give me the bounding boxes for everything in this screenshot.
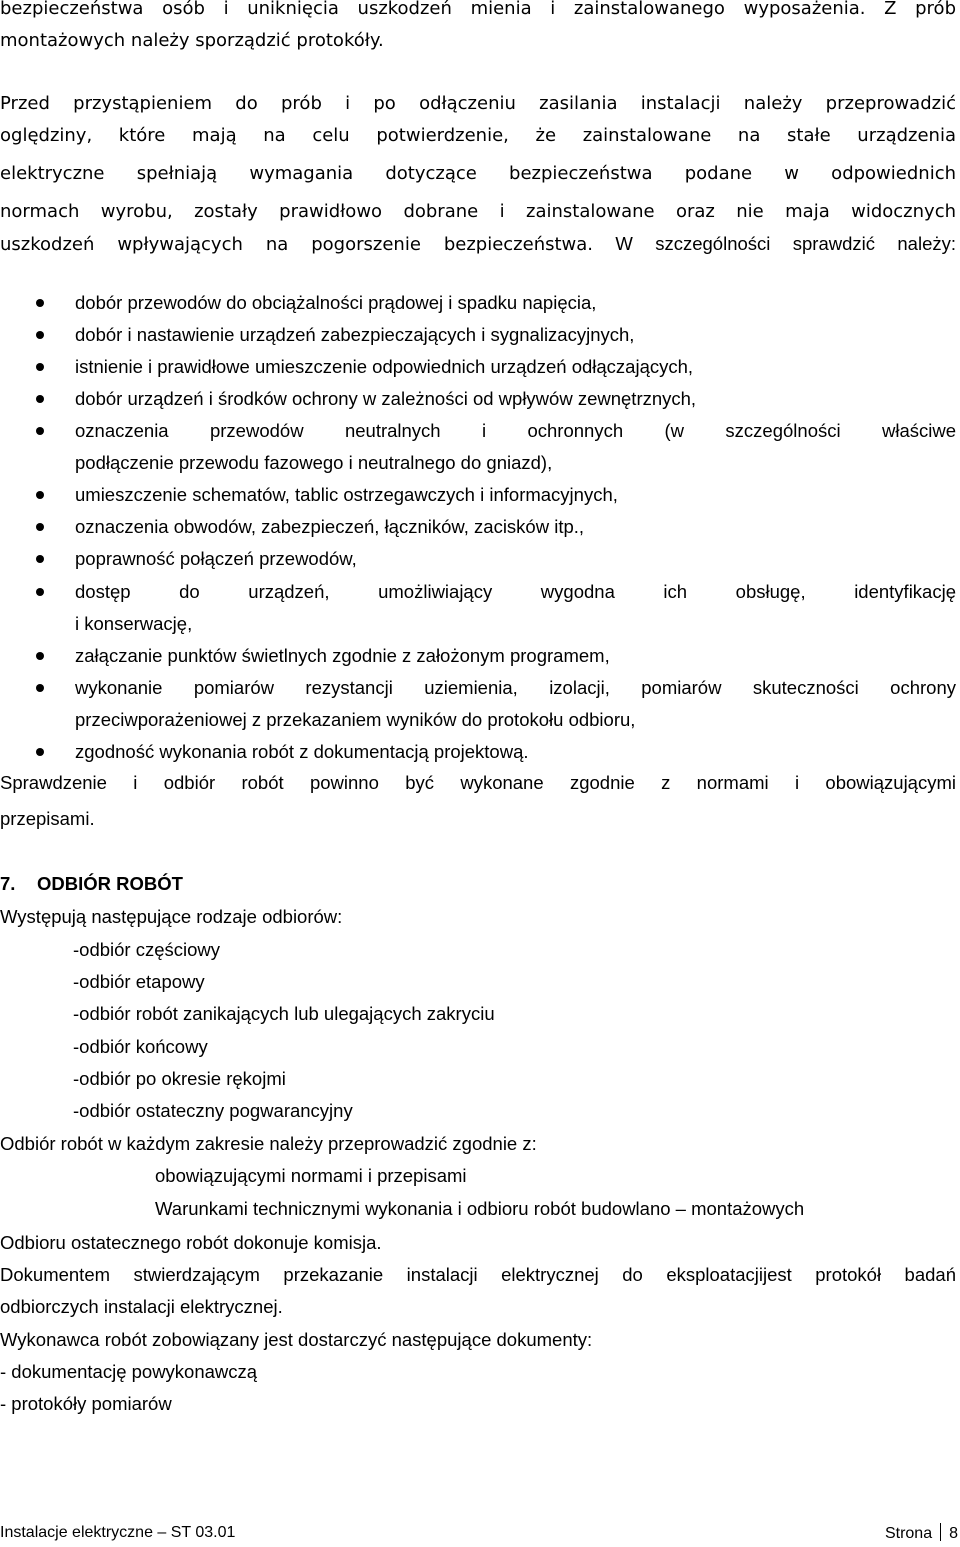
checklist-item: dobór i nastawienie urządzeń zabezpieczających i sygnalizacyjnych, <box>75 324 635 345</box>
paragraph-line-start: uszkodzeń wpływających na pogorszenie bezpieczeństwa. <box>0 234 594 255</box>
footer-page-number: 8 <box>949 1525 958 1542</box>
checklist-item: umieszczenie schematów, tablic ostrzegawczych i informacyjnych, <box>75 484 618 505</box>
paragraph-line: Przed przystąpieniem do prób i po odłączeniu zasilania instalacji należy przeprowadzić <box>0 93 956 114</box>
paragraph-line-end: W szczególności sprawdzić należy: <box>593 233 956 254</box>
section-heading <box>0 871 183 897</box>
checklist-item: dobór przewodów do obciążalności prądowej i spadku napięcia, <box>75 292 597 313</box>
paragraph-line: Sprawdzenie i odbiór robót powinno być wykonane zgodnie z normami i obowiązującymi <box>0 772 956 793</box>
section-number: 7. <box>0 873 16 894</box>
compliance-intro: Odbiór robót w każdym zakresie należy przeprowadzić zgodnie z: <box>0 1133 537 1154</box>
checklist-item: dostęp do urządzeń, umożliwiający wygodna ich obsługę, identyfikację <box>75 581 956 602</box>
checklist-item: istnienie i prawidłowe umieszczenie odpowiednich urządzeń odłączających, <box>75 356 694 377</box>
footer-title: Instalacje elektryczne – ST 03.01 <box>0 1524 236 1541</box>
receipt-type-item: -odbiór robót zanikających lub ulegających zakryciu <box>73 1003 495 1024</box>
bullet-icon <box>36 331 44 339</box>
checklist-item: zgodność wykonania robót z dokumentacją projektową. <box>75 741 529 762</box>
compliance-item: Warunkami technicznymi wykonania i odbioru robót budowlano – montażowych <box>155 1198 805 1219</box>
checklist-item-continuation: przeciwporażeniowej z przekazaniem wyników do protokołu odbioru, <box>75 709 636 730</box>
bullet-icon <box>36 363 44 371</box>
bullet-icon <box>36 427 44 435</box>
bullet-icon <box>36 523 44 531</box>
paragraph-line: przepisami. <box>0 808 95 829</box>
checklist-item-continuation: i konserwację, <box>75 613 193 634</box>
document-list-item: - protokóły pomiarów <box>0 1393 172 1414</box>
checklist-item: dobór urządzeń i środków ochrony w zależności od wpływów zewnętrznych, <box>75 388 697 409</box>
checklist-item: wykonanie pomiarów rezystancji uziemienia, izolacji, pomiarów skuteczności ochrony <box>75 677 956 698</box>
bullet-icon <box>36 299 44 307</box>
paragraph-line: elektryczne spełniają wymagania dotyczące bezpieczeństwa podane w odpowiednich <box>0 163 956 184</box>
paragraph-line: oględziny, które mają na celu potwierdzenie, że zainstalowane na stałe urządzenia <box>0 125 956 146</box>
intro-line: bezpieczeństwa osób i uniknięcia uszkodzeń mienia i zainstalowanego wyposażenia. Z prób <box>0 0 956 19</box>
paragraph-line: normach wyrobu, zostały prawidłowo dobrane i zainstalowane oraz nie maja widocznych <box>0 201 956 222</box>
intro-line: montażowych należy sporządzić protokóły. <box>0 30 384 51</box>
receipt-type-item: -odbiór etapowy <box>73 971 205 992</box>
paragraph-line <box>0 231 956 258</box>
compliance-item: obowiązującymi normami i przepisami <box>155 1165 467 1186</box>
checklist-item: załączanie punktów świetlnych zgodnie z założonym programem, <box>75 645 610 666</box>
paragraph-line: Wykonawca robót zobowiązany jest dostarczyć następujące dokumenty: <box>0 1329 593 1350</box>
checklist-item-continuation: podłączenie przewodu fazowego i neutralnego do gniazd), <box>75 452 553 473</box>
receipt-type-item: -odbiór ostateczny pogwarancyjny <box>73 1100 353 1121</box>
checklist-item: oznaczenia obwodów, zabezpieczeń, łączników, zacisków itp., <box>75 516 585 537</box>
footer-page <box>885 1523 958 1544</box>
receipt-type-item: -odbiór po okresie rękojmi <box>73 1068 286 1089</box>
bullet-icon <box>36 588 44 596</box>
bullet-icon <box>36 652 44 660</box>
paragraph-line: Dokumentem stwierdzającym przekazanie instalacji elektrycznej do eksploatacjijest protokół badań <box>0 1264 956 1285</box>
bullet-icon <box>36 395 44 403</box>
bullet-icon <box>36 555 44 563</box>
bullet-icon <box>36 748 44 756</box>
receipt-type-item: -odbiór końcowy <box>73 1036 208 1057</box>
checklist-item: poprawność połączeń przewodów, <box>75 548 357 569</box>
document-list-item: - dokumentację powykonawczą <box>0 1361 258 1382</box>
section-title: ODBIÓR ROBÓT <box>37 873 183 894</box>
bullet-icon <box>36 684 44 692</box>
bullet-icon <box>36 491 44 499</box>
receipt-type-item: -odbiór częściowy <box>73 939 221 960</box>
paragraph-line: Odbioru ostatecznego robót dokonuje komisja. <box>0 1232 382 1253</box>
paragraph-line: odbiorczych instalacji elektrycznej. <box>0 1296 283 1317</box>
footer-separator <box>940 1523 941 1541</box>
checklist-item: oznaczenia przewodów neutralnych i ochronnych (w szczególności właściwe <box>75 420 956 441</box>
footer-page-label: Strona <box>884 1525 933 1542</box>
receipt-types-intro: Występują następujące rodzaje odbiorów: <box>0 906 343 927</box>
